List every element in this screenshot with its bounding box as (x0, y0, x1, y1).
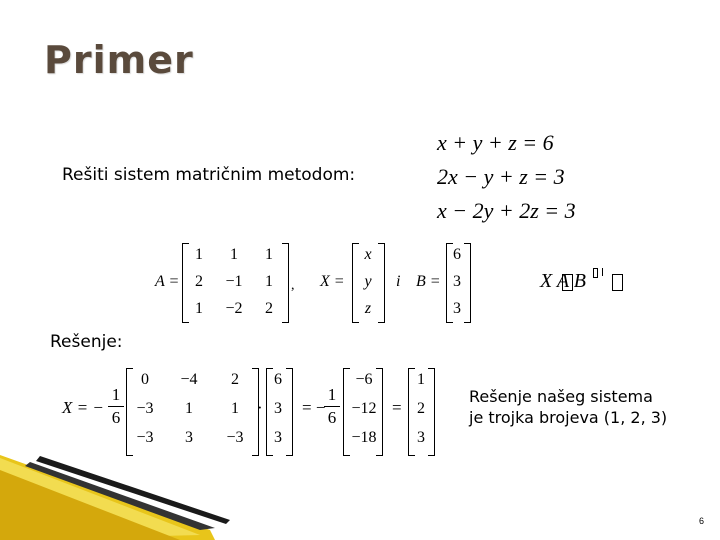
solution-lhs: X = − (62, 398, 104, 417)
matrix-formula: X A B (540, 270, 586, 292)
equals-sign: = (392, 398, 402, 417)
fraction-one-sixth (108, 385, 124, 428)
adj-cell: 2 (231, 371, 239, 388)
solution-label: Rešenje: (50, 332, 123, 352)
fraction-bar (108, 406, 124, 407)
matrix-a-cell: −2 (225, 300, 243, 317)
equation-3: x − 2y + 2z = 3 (437, 198, 576, 223)
adj-cell: −3 (136, 400, 154, 417)
answer-text-line1: Rešenje našeg sistema (469, 387, 653, 406)
adj-cell: −3 (226, 429, 244, 446)
matrix-a-cell: 2 (265, 300, 273, 317)
matrix-x-label: X = (320, 273, 345, 290)
equation-1: x + y + z = 6 (437, 130, 554, 155)
missing-glyph-box (593, 268, 598, 278)
result-cell: 2 (417, 400, 425, 417)
fraction-denominator: 6 (327, 408, 337, 427)
matrix-b-label: B = (416, 273, 441, 290)
matrix-a-cell: 1 (195, 246, 203, 263)
adj-cell: 3 (185, 429, 193, 446)
adj-cell: 1 (231, 400, 239, 417)
fraction-numerator: 1 (111, 385, 121, 404)
product-cell: −6 (355, 371, 373, 388)
answer-text-line2: je trojka brojeva (1, 2, 3) (469, 408, 668, 427)
matrix-a-cell: 1 (265, 273, 273, 290)
adj-cell: 0 (141, 371, 149, 388)
matrix-x-cell: y (364, 273, 372, 290)
missing-glyph-box (602, 268, 605, 276)
b-cell: 6 (274, 371, 282, 388)
result-cell: 1 (417, 371, 425, 388)
fraction-denominator: 6 (111, 408, 121, 427)
slide-title: Primer (44, 38, 194, 82)
matrix-a-label: A = (155, 273, 180, 290)
matrix-b-cell: 3 (453, 273, 461, 290)
matrix-a-cell: −1 (225, 273, 243, 290)
adj-cell: −4 (180, 371, 198, 388)
fraction-one-sixth-2 (324, 385, 340, 428)
matrix-b-cell: 6 (453, 246, 461, 263)
comma: , (291, 278, 295, 293)
fraction-bar (324, 406, 340, 407)
matrix-a-cell: 2 (195, 273, 203, 290)
i-label: i (396, 273, 401, 290)
equation-2: 2x − y + z = 3 (437, 164, 565, 189)
matrix-a-cell: 1 (265, 246, 273, 263)
missing-glyph-box (562, 274, 573, 291)
matrix-x-cell: x (364, 246, 372, 263)
product-cell: −12 (351, 400, 377, 417)
b-cell: 3 (274, 429, 282, 446)
equals-minus: = − (302, 398, 326, 417)
matrix-a-right-bracket (282, 243, 289, 323)
multiplication-dot: · (257, 398, 263, 417)
task-text: Rešiti sistem matričnim metodom: (62, 165, 356, 185)
result-cell: 3 (417, 429, 425, 446)
matrix-b-cell: 3 (453, 300, 461, 317)
adj-cell: 1 (185, 400, 193, 417)
page-number: 6 (698, 516, 704, 526)
matrix-a-cell: 1 (195, 300, 203, 317)
matrix-a-cell: 1 (230, 246, 238, 263)
missing-glyph-box (612, 274, 623, 291)
adj-cell: −3 (136, 429, 154, 446)
matrix-x-cell: z (364, 300, 372, 317)
product-cell: −18 (351, 429, 377, 446)
fraction-numerator: 1 (327, 385, 337, 404)
b-cell: 3 (274, 400, 282, 417)
